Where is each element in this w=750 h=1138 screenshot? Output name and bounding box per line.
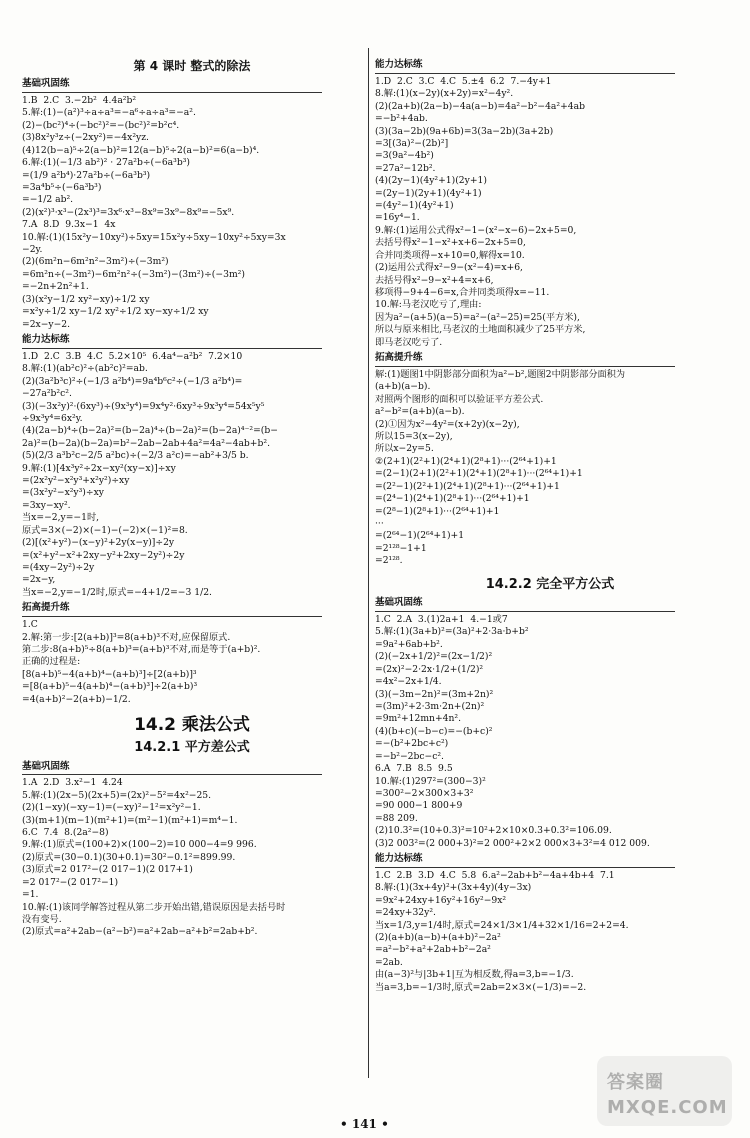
section-heading: 能力达标练 (22, 334, 322, 349)
answer-line: (4)(2y−1)(4y²+1)(2y+1) (375, 175, 487, 187)
answer-line: =24xy+32y². (375, 907, 436, 919)
answer-line: =2x−y−2. (22, 318, 71, 330)
answer-line: 所以15=3(x−2y), (375, 431, 453, 443)
answer-line: =(4y²−1)(4y²+1) (375, 200, 454, 212)
right-column (375, 56, 725, 994)
answer-line: (2)①因为x²−4y²=(x+2y)(x−2y), (375, 418, 520, 430)
answer-line: (2)原式=(30−0.1)(30+0.1)=30²−0.1²=899.99. (22, 851, 236, 863)
answer-line: 8.解:(1)(3x+4y)²+(3x+4y)(4y−3x) (375, 882, 532, 894)
answer-line: 1.C (22, 619, 38, 631)
answer-line: (3)(x²y−1/2 xy²−xy)÷1/2 xy (22, 293, 150, 305)
answer-block (375, 76, 725, 349)
chapter-title: 14.2 乘法公式 (134, 715, 250, 736)
answer-line: (4)(b+c)(−b−c)=−(b+c)² (375, 725, 493, 737)
answer-line: =3[(3a)²−(2b)²] (375, 137, 449, 149)
answer-line: ②(2+1)(2²+1)(2⁴+1)(2⁸+1)···(2⁶⁴+1)+1 (375, 455, 557, 467)
answer-line: 7.A 8.D 9.3x−1 4x (22, 219, 116, 231)
answer-line: =16y⁴−1. (375, 212, 420, 224)
answer-line: 1.B 2.C 3.−2b² 4.4a²b² (22, 95, 137, 106)
answer-line: =(2x)²−2·2x·1/2+(1/2)² (375, 663, 484, 675)
answer-line: =a²−b²+a²+2ab+b²−2a² (375, 944, 491, 956)
answer-line: 10.解:(1)该同学解答过程从第二步开始出错,错误原因是去括号时 (22, 901, 286, 913)
answer-line: =(2⁶⁴−1)(2⁶⁴+1)+1 (375, 530, 465, 542)
answer-line: 8.解:(1)(ab²c)²÷(ab²c)²=ab. (22, 363, 148, 375)
answer-line: ··· (375, 517, 384, 529)
answer-line: (3)原式=2 017²−(2 017−1)(2 017+1) (22, 864, 193, 876)
answer-line: =3xy−xy². (22, 499, 71, 511)
answer-line: 合并同类项得−x+10=0,解得x=10. (375, 249, 525, 261)
section-heading: 拓高提升练 (375, 352, 675, 367)
answer-line: (2)[(x²+y²)−(x−y)²+2y(x−y)]÷2y (22, 537, 175, 549)
answer-line: =(x²+y²−x²+2xy−y²+2xy−2y²)÷2y (22, 549, 185, 561)
answer-line: =−2n+2n²+1. (22, 281, 89, 293)
answer-line: 1.C 2.B 3.D 4.C 5.8 6.a²−2ab+b²−4a+4b+4 7.1 (375, 869, 615, 881)
watermark-logo (597, 1056, 732, 1126)
answer-line: =2¹²⁸. (375, 555, 403, 567)
answer-line: =(2y−1)(2y+1)(4y²+1) (375, 187, 482, 199)
answer-line: a²−b²=(a+b)(a−b). (375, 406, 465, 418)
section-title: 14.2.2 完全平方公式 (485, 576, 615, 592)
answer-line: −27a²b²c². (22, 388, 72, 400)
answer-line: =88 209. (375, 812, 418, 824)
answer-line: 10.解:(1)(15x²y−10xy²)÷5xy=15x²y÷5xy−10xy²÷5xy=3x (22, 231, 286, 243)
lesson-title: 第 4 课时 整式的除法 (133, 59, 251, 73)
answer-line: =1. (22, 889, 39, 901)
answer-line: 去括号得x²−1−x²+x+6−2x+5=0, (375, 237, 526, 249)
answer-line: 第二步:8(a+b)⁵÷8(a+b)³=(a+b)³不对,而是等于(a+b)². (22, 643, 261, 655)
answer-line: =(2²−1)(2²+1)(2⁴+1)(2⁸+1)···(2⁶⁴+1)+1 (375, 480, 560, 492)
answer-line: =90 000−1 800+9 (375, 800, 463, 812)
answer-line: 解:(1)题图1中阴影部分面积为a²−b²,题图2中阴影部分面积为 (375, 368, 626, 380)
answer-line: 1.A 2.D 3.x²−1 4.24 (22, 777, 123, 789)
answer-block (22, 351, 362, 599)
answer-line: =(2x²y²−x²y³+x²y²)÷xy (22, 475, 130, 487)
answer-line: (3)8x²y³z÷(−2xy²)=−4x²yz. (22, 132, 149, 144)
answer-line: 10.解:马老汉吃亏了,理由: (375, 299, 482, 311)
answer-line: 9.解:(1)原式=(100+2)×(100−2)=10 000−4=9 996. (22, 839, 257, 851)
answer-line: (3)(−3m−2n)²=(3m+2n)² (375, 688, 494, 700)
answer-line: (2)(1−xy)(−xy−1)=(−xy)²−1²=x²y²−1. (22, 802, 201, 814)
answer-line: 所以x−2y=5. (375, 443, 434, 455)
answer-line: (3)(m+1)(m−1)(m²+1)=(m²−1)(m²+1)=m⁴−1. (22, 814, 238, 826)
answer-line: 9.解:(1)[4x³y²÷2x−xy²(xy−x)]÷xy (22, 462, 176, 474)
answer-line: (2)(x²)³·x³−(2x³)³=3x⁶·x³−8x⁹=3x⁹−8x⁹=−5x⁹. (22, 206, 235, 218)
answer-line: (4)12(b−a)⁵÷2(a−b)²=12(a−b)⁵÷2(a−b)²=6(a−b)⁴. (22, 144, 260, 156)
answer-line: =3a⁴b⁵÷(−6a³b³) (22, 181, 102, 193)
answer-line: 1.D 2.C 3.B 4.C 5.2×10⁵ 6.4a⁴−a²b² 7.2×10 (22, 350, 243, 362)
answer-block (22, 777, 362, 938)
answer-line: =[8(a+b)⁵−4(a+b)⁴−(a+b)³]÷2(a+b)³ (22, 681, 198, 693)
answer-line: 由(a−3)²与|3b+1|互为相反数,得a=3,b=−1/3. (375, 969, 574, 981)
answer-block (375, 369, 725, 568)
answer-line: =6m²n÷(−3m²)−6m²n²÷(−3m²)−(3m²)÷(−3m²) (22, 268, 245, 280)
section-heading: 基础巩固练 (22, 78, 322, 93)
answer-line: =−(b²+2bc+c²) (375, 738, 449, 750)
answer-line: (3)(3a−2b)(9a+6b)=3(3a−2b)(3a+2b) (375, 125, 554, 137)
answer-line: 6.解:(1)(−1/3 ab²)² · 27a²b÷(−6a³b³) (22, 157, 190, 169)
answer-line: 当x=−2,y=−1时, (22, 512, 100, 524)
answer-line: (2)10.3²=(10+0.3)²=10²+2×10×0.3+0.3²=106.09. (375, 825, 612, 837)
answer-line: 移项得−9+4−6=x,合并同类项得x=−11. (375, 286, 550, 298)
section-heading: 基础巩固练 (22, 761, 322, 776)
answer-line: =x²y÷1/2 xy−1/2 xy²÷1/2 xy−xy÷1/2 xy (22, 306, 209, 318)
watermark-text: 答案圈 MXQE.COM (607, 1072, 728, 1118)
answer-line: =9a²+6ab+b². (375, 638, 443, 650)
answer-line: =2x−y, (22, 574, 56, 586)
answer-line: =−1/2 ab². (22, 194, 74, 206)
answer-line: =9x²+24xy+16y²+16y²−9x² (375, 894, 507, 906)
answer-line: [8(a+b)⁵−4(a+b)⁴−(a+b)³]÷[2(a+b)]³ (22, 668, 197, 680)
answer-line: 即马老汉吃亏了. (375, 336, 443, 348)
answer-line: =4x²−2x+1/4. (375, 676, 442, 688)
answer-line: =(2−1)(2+1)(2²+1)(2⁴+1)(2⁸+1)···(2⁶⁴+1)+1 (375, 468, 583, 480)
answer-line: =9m²+12mn+4n². (375, 713, 462, 725)
answer-line: =3(9a²−4b²) (375, 150, 434, 162)
answer-line: 1.C 2.A 3.(1)2a+1 4.−1或7 (375, 614, 508, 626)
answer-line: 因为a²−(a+5)(a−5)=a²−(a²−25)=25(平方米), (375, 311, 580, 323)
answer-line: 当a=3,b=−1/3时,原式=2ab=2×3×(−1/3)=−2. (375, 981, 587, 993)
section-heading: 能力达标练 (375, 59, 675, 74)
answer-block (22, 95, 362, 331)
section-heading: 能力达标练 (375, 853, 675, 868)
answer-line: 6.A 7.B 8.5 9.5 (375, 763, 453, 775)
answer-line: 原式=3×(−2)×(−1)−(−2)×(−1)²=8. (22, 524, 188, 536)
section-title: 14.2.1 平方差公式 (134, 739, 250, 755)
answer-line: (3)(−3x²y)²·(6xy³)÷(9x³y⁴)=9x⁴y²·6xy³÷9x³y⁴=54x⁵y⁵ (22, 400, 265, 412)
answer-line: (2)运用公式得x²−9−(x²−4)=x+6, (375, 262, 523, 274)
answer-line: 5.解:(1)(2x−5)(2x+5)=(2x)²−5²=4x²−25. (22, 789, 212, 801)
answer-line: (a+b)(a−b). (375, 381, 431, 393)
answer-line: 2a)²=(b−2a)(b−2a)=b²−2ab−2ab+4a²=4a²−4ab+b². (22, 437, 270, 449)
answer-line: 1.D 2.C 3.C 4.C 5.±4 6.2 7.−4y+1 (375, 75, 552, 87)
answer-line: =(3x²y²−x²y³)÷xy (22, 487, 104, 499)
answer-block (375, 870, 725, 994)
answer-line: 去括号得x²−9−x²+4=x+6, (375, 274, 494, 286)
answer-line: 6.C 7.4 8.(2a²−8) (22, 827, 109, 839)
answer-line: =2ab. (375, 956, 403, 968)
answer-line: (2)(2a+b)(2a−b)−4a(a−b)=4a²−b²−4a²+4ab (375, 100, 585, 112)
answer-line: 5.解:(1)(3a+b)²=(3a)²+2·3a·b+b² (375, 626, 529, 638)
section-heading: 基础巩固练 (375, 597, 675, 612)
answer-line: =(2⁴−1)(2⁴+1)(2⁸+1)···(2⁶⁴+1)+1 (375, 493, 530, 505)
answer-line: (2)(3a²b³c)²÷(−1/3 a²b⁴)=9a⁴b⁶c²÷(−1/3 a²b⁴)= (22, 375, 243, 387)
answer-line: 2.解:第一步:[2(a+b)]³=8(a+b)³不对,应保留原式. (22, 631, 231, 643)
answer-line: =−b²−2bc−c². (375, 750, 444, 762)
answer-line: (3)2 003²=(2 000+3)²=2 000²+2×2 000×3+3²=4 012 009. (375, 837, 650, 849)
answer-line: (2)−(bc²)⁴÷(−bc²)²=−(bc²)²=b²c⁴. (22, 119, 180, 131)
answer-line: 没有变号. (22, 913, 62, 925)
section-heading: 拓高提升练 (22, 602, 322, 617)
answer-line: =27a²−12b². (375, 162, 436, 174)
answer-line: 所以与原来相比,马老汉的土地面积减少了25平方米, (375, 324, 586, 336)
answer-line: =(4xy−2y²)÷2y (22, 562, 95, 573)
answer-line: =(1/9 a²b⁴)·27a²b÷(−6a³b³) (22, 169, 151, 181)
answer-line: (5)(2/3 a³b²c−2/5 a²bc)÷(−2/3 a²c)=−ab²+3/5 b. (22, 450, 249, 462)
answer-line: =300²−2×300×3+3² (375, 787, 474, 799)
answer-line: 10.解:(1)297²=(300−3)² (375, 775, 486, 787)
answer-line: 当x=1/3,y=1/4时,原式=24×1/3×1/4+32×1/16=2+2=4. (375, 919, 629, 931)
page-number: • 141 • (340, 1117, 389, 1131)
answer-line: 9.解:(1)运用公式得x²−1−(x²−x−6)−2x+5=0, (375, 224, 577, 236)
left-column (22, 52, 362, 939)
answer-line: 8.解:(1)(x−2y)(x+2y)=x²−4y². (375, 88, 514, 100)
answer-line: =2¹²⁸−1+1 (375, 542, 427, 554)
answer-line: 当x=−2,y=−1/2时,原式=−4+1/2=−3 1/2. (22, 586, 212, 598)
answer-line: =(3m)²+2·3m·2n+(2n)² (375, 700, 485, 712)
answer-line: (2)(a+b)(a−b)+(a+b)²−2a² (375, 931, 501, 943)
answer-line: (2)(−2x+1/2)²=(2x−1/2)² (375, 651, 493, 663)
answer-line: −2y. (22, 244, 43, 256)
answer-line: 正确的过程是: (22, 656, 81, 668)
answer-line: =4(a+b)²−2(a+b)−1/2. (22, 693, 131, 705)
answer-block (375, 614, 725, 850)
answer-line: (2)原式=a²+2ab−(a²−b²)=a²+2ab−a²+b²=2ab+b². (22, 926, 258, 938)
answer-line: (4)(2a−b)⁴÷(b−2a)²=(b−2a)⁴÷(b−2a)²=(b−2a)⁴⁻²=(b− (22, 425, 278, 437)
answer-line: 5.解:(1)−(a²)³÷a÷a³=−a⁶÷a÷a³=−a². (22, 107, 196, 119)
answer-line: =2 017²−(2 017²−1) (22, 876, 119, 888)
answer-line: (2)(6m²n−6m²n²−3m²)÷(−3m²) (22, 256, 169, 268)
answer-line: ÷9x³y⁴=6x²y. (22, 412, 83, 424)
column-divider (368, 48, 369, 1078)
answer-line: =−b²+4ab. (375, 113, 428, 125)
answer-line: 对照两个图形的面积可以验证平方差公式. (375, 393, 544, 405)
answer-block (22, 619, 362, 706)
answer-line: =(2⁸−1)(2⁸+1)···(2⁶⁴+1)+1 (375, 505, 500, 517)
